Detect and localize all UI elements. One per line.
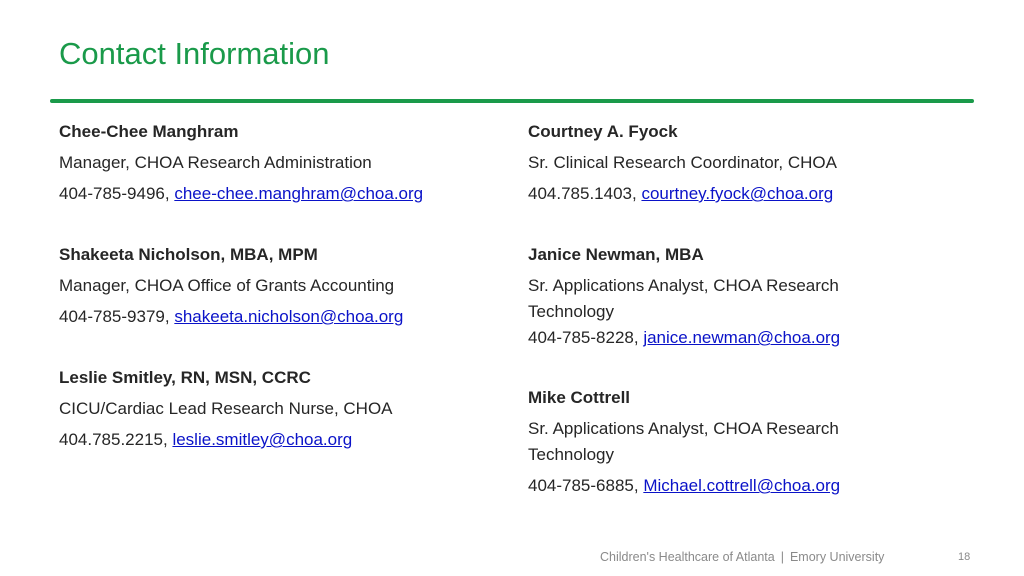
contact-phone-email: 404.785.2215, leslie.smitley@choa.org (59, 430, 353, 449)
contact-card-newman (528, 242, 908, 351)
footer (600, 550, 884, 564)
contact-phone: 404-785-9379 (59, 307, 165, 326)
contact-name: Leslie Smitley, RN, MSN, CCRC (59, 368, 311, 387)
contact-role: Sr. Applications Analyst, CHOA Research Technology (528, 419, 839, 464)
contact-card-smitley (59, 365, 393, 453)
footer-organization: Children's Healthcare of Atlanta (600, 550, 775, 564)
title-divider (50, 99, 974, 103)
contact-phone-email: 404-785-9379, shakeeta.nicholson@choa.org (59, 307, 404, 326)
page-number: 18 (958, 551, 971, 563)
contact-role: Sr. Applications Analyst, CHOA Research Technology (528, 276, 839, 321)
contact-email-link[interactable]: leslie.smitley@choa.org (172, 430, 353, 449)
contact-name: Chee-Chee Manghram (59, 122, 239, 141)
contact-email-link[interactable]: courtney.fyock@choa.org (641, 184, 834, 203)
contact-role: Sr. Clinical Research Coordinator, CHOA (528, 153, 837, 172)
contact-email-link[interactable]: shakeeta.nicholson@choa.org (174, 307, 404, 326)
contact-email-link[interactable]: janice.newman@choa.org (643, 328, 841, 347)
contact-name: Shakeeta Nicholson, MBA, MPM (59, 245, 318, 264)
contact-card-fyock (528, 119, 837, 207)
contact-card-cottrell (528, 385, 908, 499)
contact-name: Courtney A. Fyock (528, 122, 678, 141)
contact-name: Janice Newman, MBA (528, 245, 704, 264)
slide-title: Contact Information (59, 36, 330, 71)
contact-phone-email: 404-785-8228, janice.newman@choa.org (528, 328, 841, 347)
contact-phone: 404.785.2215 (59, 430, 163, 449)
contact-name: Mike Cottrell (528, 388, 631, 407)
contact-card-nicholson (59, 242, 403, 330)
contact-role: Manager, CHOA Office of Grants Accounting (59, 276, 395, 295)
contact-phone: 404-785-9496 (59, 184, 165, 203)
footer-university: Emory University (789, 550, 885, 564)
contact-phone: 404-785-8228 (528, 328, 634, 347)
contact-phone-email: 404.785.1403, courtney.fyock@choa.org (528, 184, 834, 203)
footer-separator: | (780, 550, 784, 564)
contact-phone-email: 404-785-9496, chee-chee.manghram@choa.org (59, 184, 424, 203)
contact-role: CICU/Cardiac Lead Research Nurse, CHOA (59, 399, 393, 418)
contact-phone: 404-785-6885 (528, 476, 634, 495)
contact-card-manghram (59, 119, 423, 207)
contact-phone: 404.785.1403 (528, 184, 632, 203)
contact-email-link[interactable]: chee-chee.manghram@choa.org (174, 184, 424, 203)
contact-role: Manager, CHOA Research Administration (59, 153, 372, 172)
contact-email-link[interactable]: Michael.cottrell@choa.org (643, 476, 841, 495)
contact-phone-email: 404-785-6885, Michael.cottrell@choa.org (528, 476, 841, 495)
